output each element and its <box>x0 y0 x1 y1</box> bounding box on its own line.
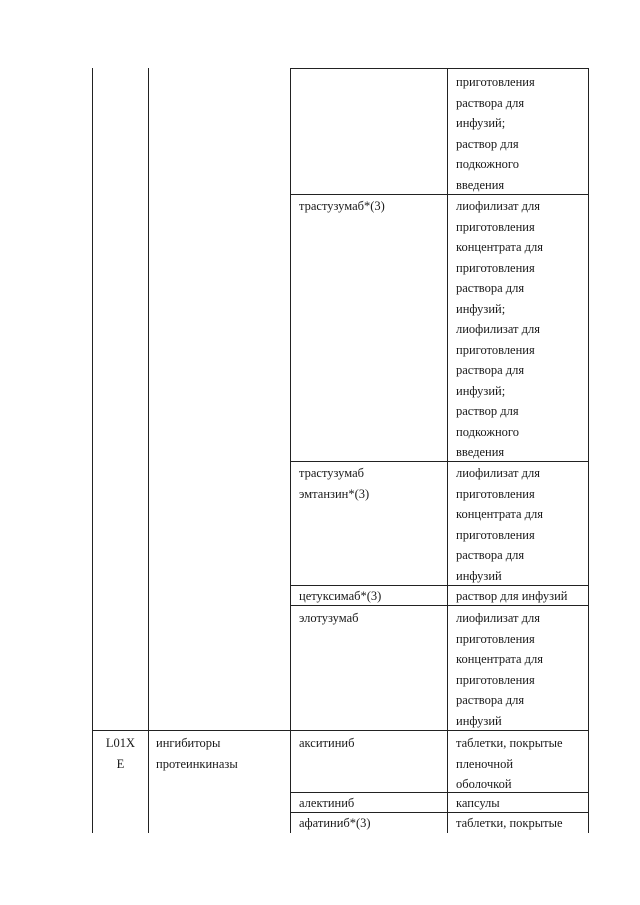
group-cell: ингибиторы протеинкиназы <box>156 736 238 771</box>
drug-cell: трастузумаб эмтанзин*(3) <box>299 466 370 501</box>
form-cell: капсулы <box>456 796 500 810</box>
form-cell: лиофилизат для приготовления концентрата для приготовления раствора для инфузий; лиофилизат для приготовления раствора для инфузий; раствор для подкожного введения <box>456 199 544 459</box>
drug-cell: алектиниб <box>299 796 355 810</box>
form-cell: приготовления раствора для инфузий; раствор для подкожного введения <box>456 75 535 192</box>
form-cell: лиофилизат для приготовления концентрата для приготовления раствора для инфузий <box>456 466 544 583</box>
table-rule <box>290 68 589 69</box>
drug-cell: трастузумаб*(3) <box>299 199 385 213</box>
table-column-divider-drug <box>447 68 448 833</box>
form-cell: таблетки, покрытые <box>456 816 563 830</box>
atc-code-cell: L01X E <box>105 736 136 771</box>
drug-cell: цетуксимаб*(3) <box>299 589 382 603</box>
form-cell: лиофилизат для приготовления концентрата для приготовления раствора для инфузий <box>456 611 544 728</box>
form-cell: раствор для инфузий <box>456 589 568 603</box>
table-column-divider-code <box>148 68 149 833</box>
form-cell: таблетки, покрытые пленочной оболочкой <box>456 736 563 791</box>
drug-cell: афатиниб*(3) <box>299 816 371 830</box>
table-border-left <box>92 68 93 833</box>
table-border-right <box>588 68 589 833</box>
drug-cell: акситиниб <box>299 736 355 750</box>
drug-cell: элотузумаб <box>299 611 359 625</box>
table-column-divider-group <box>290 68 291 833</box>
